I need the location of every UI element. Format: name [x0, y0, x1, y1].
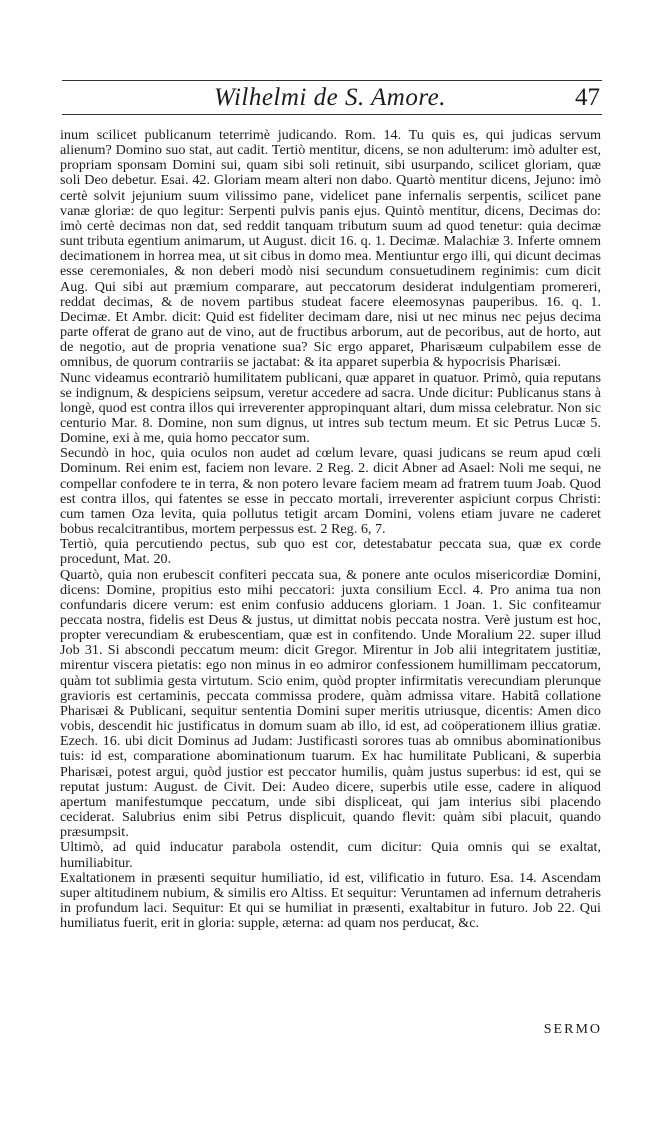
catchword: SERMO: [543, 1022, 602, 1037]
paragraph-7: Exaltationem in præsenti sequitur humiliatio, id est, vilificatio in futuro. Esa. 14. Ascendam super altitudinem nubium, & similis ero Altiss. Et sequitur: Veruntamen ad infernum detraheris in profundum laci. Sequitur: Et qui se humiliat in præsenti, exaltabitur in futuro. Job 22. Qui humiliatus fuerit, erit in gloria: supple, æterna: ad quam nos perducat, &c.: [60, 869, 601, 932]
running-title: Wilhelmi de S. Amore.: [214, 84, 446, 111]
paragraph-5: Quartò, quia non erubescit confiteri peccata sua, & ponere ante oculos misericordiæ Domini, dicens: Domine, propitius esto mihi peccatori: juxta consilium Eccl. 4. Pro anima tua non confundaris dicere verum: est enim confusio adducens gloriam. 1 Joan. 1. Sic confiteamur peccata nostra, fidelis est Deus & justus, ut dimittat nobis peccata nostra. Verè justum est hoc, propter verecundiam & erubescentiam, quæ est in confitendo. Unde Moralium 22. super illud Job 31. Si abscondi peccatum meum: dicit Gregor. Mirentur in Job alii integritatem justitiæ, mirentur viscera pietatis: ego non minus in eo admiror confessionem humillimam peccatorum, quàm tot sublimia gesta virtutum. Scio enim, quòd propter infirmitatis verecundiam plerunque gravioris est certaminis, peccata commissa prodere, quàm admissa vitare. Habitâ collatione Pharisæi & Publicani, sequitur sententia Domini super meritis utriusque, dicentis: Amen dico vobis, descendit hic justificatus in domum suam ab illo, id est, ad coöperationem illius gratiæ. Ezech. 16. ubi dicit Dominus ad Judam: Justificasti sorores tuas ab omnibus abominationibus tuis: id est, comparatione abominationum tuarum. Ex hac humilitate Publicani, & superbia Pharisæi, potest argui, quòd justior est peccator humilis, quàm justus superbus: id est, qui se reputat justum: August. de Civit. Dei: Audeo dicere, superbis utile esse, cadere in aliquod apertum manifestumque peccatum, unde sibi displiceat, qui jam interius sibi placendo ceciderat. Salubrius enim sibi Petrus displicuit, quando flevit: quàm sibi placuit, quando præsumpsit.: [60, 566, 601, 841]
page-number: 47: [575, 84, 600, 111]
paragraph-6: Ultimò, ad quid inducatur parabola ostendit, cum dicitur: Quia omnis qui se exaltat, humiliabitur.: [60, 839, 601, 871]
header-rule-top: [62, 80, 602, 81]
paragraph-1: inum scilicet publicanum teterrimè judicando. Rom. 14. Tu quis es, qui judicas servum alienum? Domino suo stat, aut cadit. Tertiò mentitur, dicens, se non adulterum: imò adulter est, propriam sponsam Domini sui, quam sibi soli retinuit, sibi usurpando, scilicet gloriam, quæ soli Deo debetur. Esai. 42. Gloriam meam alteri non dabo. Quartò mentitur dicens, Jejuno: imò certè solvit jejunium suum vilissimo pane, videlicet pane infernalis serpentis, scilicet pane vanæ gloriæ: de quo legitur: Serpenti pulvis panis ejus. Quintò mentitur, dicens, Decimas do: imò certè decimas non dat, sed reddit tanquam tributum suum ad quod tenetur: quia decimæ sunt tributa egentium animarum, ut August. dicit 16. q. 1. Decimæ. Malachiæ 3. Inferte omnem decimationem in horrea mea, ut sit cibus in domo mea. Mentiuntur ergo illi, qui dicunt decimas esse ceremoniales, & non deberi modò nisi secundum consuetudinem reginimis: cum dicit Aug. Qui sibi aut præmium comparare, aut peccatorum desiderat indulgentiam promereri, reddat decimas, & de novem partibus studeat facere eleemosynas pauperibus. 16. q. 1. Decimæ. Et Ambr. dicit: Quid est fideliter decimam dare, nisi ut nec minus nec pejus decima parte offerat de grano aut de vino, aut de fructibus arborum, aut de pecoribus, aut de horto, aut de negotio, aut de propria venatione sua? Sic ergo apparet, Pharisæum culpabilem esse de omnibus, de quorum contrariis se jactabat: & ita apparet superbia & hypocrisis Pharisæi.: [60, 127, 601, 371]
paragraph-2: Nunc videamus econtrariò humilitatem publicani, quæ apparet in quatuor. Primò, quia reputans se indignum, & despiciens seipsum, veretur accedere ad sacra. Unde dicitur: Publicanus stans à longè, quod est contra illos qui irreverenter appropinquant altari, dum missa celebratur. Non sic centurio Mar. 8. Domine, non sum dignus, ut intres sub tectum meum. Et sic Petrus Lucæ 5. Domine, exi à me, quia homo peccator sum.: [60, 369, 601, 447]
paragraph-3: Secundò in hoc, quia oculos non audet ad cœlum levare, quasi judicans se reum apud cœli Dominum. Rei enim est, faciem non levare. 2 Reg. 2. dicit Abner ad Asael: Noli me sequi, ne compellar confodere te in terra, & non potero levare faciem meam ad fratrem tuum Joab. Quod est contra illos, qui fatentes se esse in peccato mortali, irreverenter aspiciunt corpus Christi: cum tamen Oza levita, quia pollutus tetigit arcam Domini, volens etiam juvare ne caderet bobus recalcitrantibus, mortem perpessus est. 2 Reg. 6, 7.: [60, 445, 601, 538]
paragraph-4: Tertiò, quia percutiendo pectus, sub quo est cor, detestabatur peccata sua, quæ ex corde procedunt, Mat. 20.: [60, 536, 601, 568]
body-text: [60, 128, 601, 931]
header-rule-bottom: [62, 114, 602, 115]
